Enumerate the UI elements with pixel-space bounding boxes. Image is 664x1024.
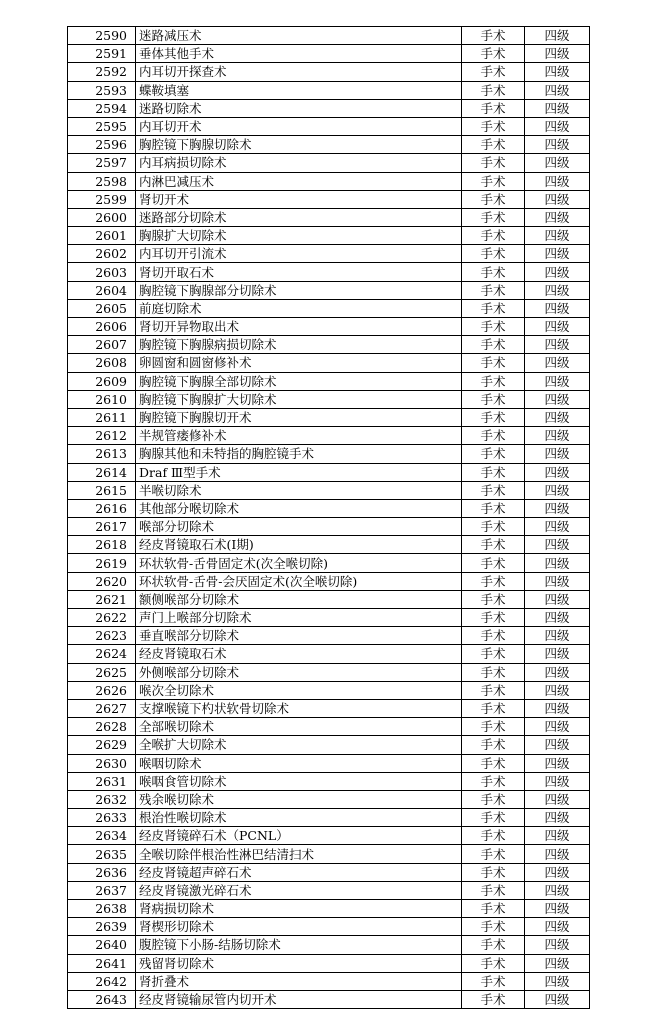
procedure-level: 四级: [525, 499, 590, 517]
procedure-name: 喉次全切除术: [136, 681, 462, 699]
row-number: 2639: [68, 918, 136, 936]
procedure-type: 手术: [462, 918, 525, 936]
procedure-name: 胸腔镜下胸腺全部切除术: [136, 372, 462, 390]
procedure-type: 手术: [462, 718, 525, 736]
procedure-level: 四级: [525, 681, 590, 699]
procedure-level: 四级: [525, 154, 590, 172]
procedure-name: 前庭切除术: [136, 299, 462, 317]
procedure-name: 肾切开取石术: [136, 263, 462, 281]
table-row: [68, 863, 590, 881]
procedure-type: 手术: [462, 427, 525, 445]
table-row: [68, 172, 590, 190]
row-number: 2638: [68, 900, 136, 918]
procedure-name: 蝶鞍填塞: [136, 81, 462, 99]
table-row: [68, 99, 590, 117]
table-row: [68, 318, 590, 336]
table-row: [68, 772, 590, 790]
procedure-level: 四级: [525, 318, 590, 336]
procedure-name: 支撑喉镜下杓状软骨切除术: [136, 699, 462, 717]
row-number: 2636: [68, 863, 136, 881]
procedure-level: 四级: [525, 408, 590, 426]
row-number: 2618: [68, 536, 136, 554]
procedure-name: 迷路减压术: [136, 27, 462, 45]
procedure-type: 手术: [462, 81, 525, 99]
procedure-type: 手术: [462, 354, 525, 372]
row-number: 2620: [68, 572, 136, 590]
procedure-level: 四级: [525, 427, 590, 445]
procedure-type: 手术: [462, 63, 525, 81]
procedure-type: 手术: [462, 390, 525, 408]
procedure-type: 手术: [462, 900, 525, 918]
procedure-level: 四级: [525, 645, 590, 663]
row-number: 2608: [68, 354, 136, 372]
procedure-type: 手术: [462, 990, 525, 1008]
procedure-level: 四级: [525, 809, 590, 827]
procedure-type: 手术: [462, 336, 525, 354]
procedure-name: 腹腔镜下小肠-结肠切除术: [136, 936, 462, 954]
procedure-name: 经皮肾镜取石术(I期): [136, 536, 462, 554]
procedure-type: 手术: [462, 663, 525, 681]
procedure-name: 肾楔形切除术: [136, 918, 462, 936]
procedure-type: 手术: [462, 45, 525, 63]
table-row: [68, 790, 590, 808]
table-row: [68, 390, 590, 408]
procedure-level: 四级: [525, 263, 590, 281]
procedure-level: 四级: [525, 827, 590, 845]
row-number: 2633: [68, 809, 136, 827]
surgery-table: [67, 26, 590, 1009]
row-number: 2617: [68, 518, 136, 536]
table-row: [68, 45, 590, 63]
procedure-name: 经皮肾镜输尿管内切开术: [136, 990, 462, 1008]
procedure-level: 四级: [525, 136, 590, 154]
procedure-type: 手术: [462, 117, 525, 135]
table-row: [68, 736, 590, 754]
procedure-type: 手术: [462, 481, 525, 499]
table-row: [68, 154, 590, 172]
table-row: [68, 281, 590, 299]
row-number: 2637: [68, 881, 136, 899]
procedure-type: 手术: [462, 372, 525, 390]
procedure-type: 手术: [462, 572, 525, 590]
procedure-level: 四级: [525, 863, 590, 881]
row-number: 2628: [68, 718, 136, 736]
table-row: [68, 63, 590, 81]
table-row: [68, 954, 590, 972]
procedure-level: 四级: [525, 281, 590, 299]
procedure-name: 经皮肾镜超声碎石术: [136, 863, 462, 881]
row-number: 2619: [68, 554, 136, 572]
procedure-type: 手术: [462, 227, 525, 245]
table-row: [68, 845, 590, 863]
row-number: 2640: [68, 936, 136, 954]
row-number: 2601: [68, 227, 136, 245]
procedure-level: 四级: [525, 445, 590, 463]
table-row: [68, 190, 590, 208]
procedure-level: 四级: [525, 590, 590, 608]
procedure-type: 手术: [462, 736, 525, 754]
procedure-name: 残余喉切除术: [136, 790, 462, 808]
procedure-type: 手术: [462, 972, 525, 990]
table-body: [68, 27, 590, 1009]
procedure-level: 四级: [525, 754, 590, 772]
procedure-level: 四级: [525, 99, 590, 117]
procedure-type: 手术: [462, 408, 525, 426]
procedure-name: 残留肾切除术: [136, 954, 462, 972]
table-row: [68, 117, 590, 135]
procedure-level: 四级: [525, 609, 590, 627]
table-row: [68, 881, 590, 899]
table-row: [68, 663, 590, 681]
procedure-type: 手术: [462, 881, 525, 899]
table-row: [68, 990, 590, 1008]
procedure-name: 迷路部分切除术: [136, 208, 462, 226]
procedure-name: 内耳病损切除术: [136, 154, 462, 172]
table-row: [68, 408, 590, 426]
procedure-type: 手术: [462, 954, 525, 972]
procedure-type: 手术: [462, 845, 525, 863]
procedure-level: 四级: [525, 227, 590, 245]
row-number: 2616: [68, 499, 136, 517]
procedure-name: 垂直喉部分切除术: [136, 627, 462, 645]
procedure-level: 四级: [525, 481, 590, 499]
procedure-name: 内耳切开术: [136, 117, 462, 135]
procedure-name: 喉部分切除术: [136, 518, 462, 536]
table-row: [68, 936, 590, 954]
procedure-level: 四级: [525, 918, 590, 936]
row-number: 2621: [68, 590, 136, 608]
procedure-level: 四级: [525, 518, 590, 536]
procedure-name: 全部喉切除术: [136, 718, 462, 736]
procedure-type: 手术: [462, 263, 525, 281]
row-number: 2613: [68, 445, 136, 463]
procedure-level: 四级: [525, 245, 590, 263]
procedure-type: 手术: [462, 463, 525, 481]
table-row: [68, 554, 590, 572]
row-number: 2631: [68, 772, 136, 790]
procedure-level: 四级: [525, 354, 590, 372]
table-row: [68, 518, 590, 536]
procedure-level: 四级: [525, 536, 590, 554]
row-number: 2602: [68, 245, 136, 263]
table-row: [68, 809, 590, 827]
procedure-type: 手术: [462, 99, 525, 117]
procedure-name: 根治性喉切除术: [136, 809, 462, 827]
procedure-name: 半规管瘘修补术: [136, 427, 462, 445]
procedure-type: 手术: [462, 172, 525, 190]
procedure-type: 手术: [462, 827, 525, 845]
procedure-level: 四级: [525, 900, 590, 918]
row-number: 2607: [68, 336, 136, 354]
table-row: [68, 699, 590, 717]
procedure-level: 四级: [525, 372, 590, 390]
row-number: 2625: [68, 663, 136, 681]
row-number: 2591: [68, 45, 136, 63]
procedure-name: 半喉切除术: [136, 481, 462, 499]
procedure-type: 手术: [462, 772, 525, 790]
procedure-type: 手术: [462, 936, 525, 954]
row-number: 2615: [68, 481, 136, 499]
procedure-type: 手术: [462, 609, 525, 627]
procedure-name: 环状软骨-舌骨-会厌固定术(次全喉切除): [136, 572, 462, 590]
table-row: [68, 627, 590, 645]
row-number: 2605: [68, 299, 136, 317]
row-number: 2604: [68, 281, 136, 299]
procedure-name: 肾切开异物取出术: [136, 318, 462, 336]
table-row: [68, 972, 590, 990]
row-number: 2598: [68, 172, 136, 190]
procedure-name: 外侧喉部分切除术: [136, 663, 462, 681]
procedure-level: 四级: [525, 299, 590, 317]
procedure-level: 四级: [525, 845, 590, 863]
procedure-level: 四级: [525, 336, 590, 354]
procedure-type: 手术: [462, 681, 525, 699]
row-number: 2630: [68, 754, 136, 772]
procedure-name: 全喉切除伴根治性淋巴结清扫术: [136, 845, 462, 863]
procedure-name: 喉咽食管切除术: [136, 772, 462, 790]
procedure-level: 四级: [525, 63, 590, 81]
procedure-level: 四级: [525, 45, 590, 63]
procedure-type: 手术: [462, 190, 525, 208]
procedure-level: 四级: [525, 117, 590, 135]
procedure-name: 卵圆窗和圆窗修补术: [136, 354, 462, 372]
procedure-type: 手术: [462, 809, 525, 827]
procedure-level: 四级: [525, 972, 590, 990]
procedure-name: 额侧喉部分切除术: [136, 590, 462, 608]
procedure-level: 四级: [525, 881, 590, 899]
row-number: 2624: [68, 645, 136, 663]
procedure-name: 肾折叠术: [136, 972, 462, 990]
procedure-name: 喉咽切除术: [136, 754, 462, 772]
table-row: [68, 227, 590, 245]
procedure-type: 手术: [462, 627, 525, 645]
procedure-level: 四级: [525, 208, 590, 226]
procedure-type: 手术: [462, 318, 525, 336]
procedure-name: 全喉扩大切除术: [136, 736, 462, 754]
table-row: [68, 208, 590, 226]
row-number: 2596: [68, 136, 136, 154]
row-number: 2611: [68, 408, 136, 426]
procedure-name: Draf Ⅲ型手术: [136, 463, 462, 481]
procedure-type: 手术: [462, 754, 525, 772]
table-row: [68, 609, 590, 627]
procedure-level: 四级: [525, 699, 590, 717]
row-number: 2597: [68, 154, 136, 172]
procedure-level: 四级: [525, 172, 590, 190]
row-number: 2593: [68, 81, 136, 99]
procedure-name: 胸腺其他和未特指的胸腔镜手术: [136, 445, 462, 463]
table-row: [68, 536, 590, 554]
procedure-type: 手术: [462, 208, 525, 226]
row-number: 2622: [68, 609, 136, 627]
table-row: [68, 918, 590, 936]
row-number: 2606: [68, 318, 136, 336]
table-row: [68, 263, 590, 281]
procedure-type: 手术: [462, 281, 525, 299]
row-number: 2643: [68, 990, 136, 1008]
procedure-type: 手术: [462, 499, 525, 517]
procedure-type: 手术: [462, 645, 525, 663]
procedure-name: 环状软骨-舌骨固定术(次全喉切除): [136, 554, 462, 572]
table-row: [68, 427, 590, 445]
procedure-name: 垂体其他手术: [136, 45, 462, 63]
row-number: 2642: [68, 972, 136, 990]
row-number: 2632: [68, 790, 136, 808]
table-row: [68, 336, 590, 354]
table-row: [68, 900, 590, 918]
row-number: 2590: [68, 27, 136, 45]
row-number: 2627: [68, 699, 136, 717]
procedure-level: 四级: [525, 81, 590, 99]
procedure-type: 手术: [462, 863, 525, 881]
procedure-level: 四级: [525, 390, 590, 408]
row-number: 2610: [68, 390, 136, 408]
table-row: [68, 299, 590, 317]
row-number: 2609: [68, 372, 136, 390]
row-number: 2623: [68, 627, 136, 645]
procedure-level: 四级: [525, 190, 590, 208]
table-row: [68, 372, 590, 390]
table-row: [68, 81, 590, 99]
procedure-name: 胸腔镜下胸腺切开术: [136, 408, 462, 426]
procedure-type: 手术: [462, 445, 525, 463]
procedure-name: 胸腺扩大切除术: [136, 227, 462, 245]
table-row: [68, 463, 590, 481]
procedure-name: 经皮肾镜取石术: [136, 645, 462, 663]
procedure-type: 手术: [462, 699, 525, 717]
procedure-type: 手术: [462, 299, 525, 317]
procedure-name: 其他部分喉切除术: [136, 499, 462, 517]
row-number: 2603: [68, 263, 136, 281]
table-row: [68, 27, 590, 45]
procedure-name: 内耳切开探查术: [136, 63, 462, 81]
table-row: [68, 136, 590, 154]
procedure-type: 手术: [462, 136, 525, 154]
procedure-type: 手术: [462, 590, 525, 608]
table-row: [68, 754, 590, 772]
table-row: [68, 572, 590, 590]
procedure-type: 手术: [462, 27, 525, 45]
procedure-name: 胸腔镜下胸腺切除术: [136, 136, 462, 154]
procedure-name: 经皮肾镜激光碎石术: [136, 881, 462, 899]
row-number: 2634: [68, 827, 136, 845]
row-number: 2594: [68, 99, 136, 117]
procedure-level: 四级: [525, 936, 590, 954]
table-row: [68, 645, 590, 663]
table-row: [68, 827, 590, 845]
table-row: [68, 481, 590, 499]
procedure-level: 四级: [525, 954, 590, 972]
table-row: [68, 499, 590, 517]
row-number: 2595: [68, 117, 136, 135]
row-number: 2614: [68, 463, 136, 481]
procedure-name: 内淋巴减压术: [136, 172, 462, 190]
table-row: [68, 245, 590, 263]
procedure-name: 胸腔镜下胸腺部分切除术: [136, 281, 462, 299]
procedure-level: 四级: [525, 27, 590, 45]
row-number: 2592: [68, 63, 136, 81]
procedure-type: 手术: [462, 790, 525, 808]
procedure-level: 四级: [525, 790, 590, 808]
procedure-level: 四级: [525, 772, 590, 790]
procedure-name: 迷路切除术: [136, 99, 462, 117]
procedure-name: 肾病损切除术: [136, 900, 462, 918]
procedure-type: 手术: [462, 245, 525, 263]
procedure-name: 经皮肾镜碎石术（PCNL）: [136, 827, 462, 845]
procedure-level: 四级: [525, 718, 590, 736]
procedure-type: 手术: [462, 518, 525, 536]
row-number: 2641: [68, 954, 136, 972]
procedure-name: 胸腔镜下胸腺扩大切除术: [136, 390, 462, 408]
procedure-type: 手术: [462, 536, 525, 554]
row-number: 2612: [68, 427, 136, 445]
procedure-name: 声门上喉部分切除术: [136, 609, 462, 627]
row-number: 2626: [68, 681, 136, 699]
row-number: 2599: [68, 190, 136, 208]
row-number: 2635: [68, 845, 136, 863]
procedure-name: 肾切开术: [136, 190, 462, 208]
procedure-level: 四级: [525, 463, 590, 481]
procedure-level: 四级: [525, 990, 590, 1008]
procedure-type: 手术: [462, 554, 525, 572]
row-number: 2600: [68, 208, 136, 226]
procedure-level: 四级: [525, 572, 590, 590]
table-row: [68, 590, 590, 608]
table-row: [68, 718, 590, 736]
table-row: [68, 354, 590, 372]
procedure-name: 胸腔镜下胸腺病损切除术: [136, 336, 462, 354]
procedure-level: 四级: [525, 663, 590, 681]
procedure-name: 内耳切开引流术: [136, 245, 462, 263]
procedure-level: 四级: [525, 736, 590, 754]
procedure-type: 手术: [462, 154, 525, 172]
table-row: [68, 681, 590, 699]
procedure-level: 四级: [525, 627, 590, 645]
row-number: 2629: [68, 736, 136, 754]
procedure-level: 四级: [525, 554, 590, 572]
table-row: [68, 445, 590, 463]
